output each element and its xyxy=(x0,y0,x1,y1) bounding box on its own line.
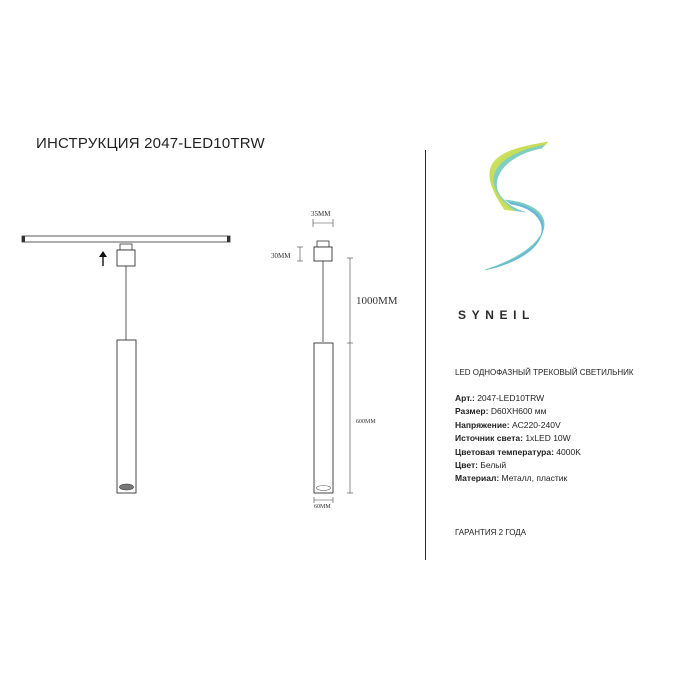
track-end-cap-right xyxy=(227,236,230,242)
spec-key: Цветовая температура: xyxy=(455,446,554,457)
arrow-up-icon xyxy=(99,251,107,266)
logo-stroke xyxy=(493,204,542,268)
product-type: LED ОДНОФАЗНЫЙ ТРЕКОВЫЙ СВЕТИЛЬНИК xyxy=(455,368,634,377)
document-title: ИНСТРУКЦИЯ 2047-LED10TRW xyxy=(36,135,265,152)
body-length-label: 600MM xyxy=(356,419,376,425)
spec-value: 4000K xyxy=(553,446,581,457)
spec-value: 1xLED 10W xyxy=(522,433,571,444)
spec-key: Арт.: xyxy=(455,393,475,403)
connector-width-label: 35MM xyxy=(311,210,331,218)
spec-row xyxy=(455,459,581,472)
lamp-body-right xyxy=(314,343,333,493)
dimension-view xyxy=(271,210,398,510)
spec-row xyxy=(455,392,581,405)
adapter-top-right xyxy=(317,241,329,247)
track-rail xyxy=(22,236,230,242)
spec-key: Материал: xyxy=(455,473,500,484)
track-adapter xyxy=(117,250,135,266)
track-end-cap xyxy=(22,236,25,242)
connector-height-label: 30MM xyxy=(271,252,291,260)
spec-row xyxy=(455,405,581,418)
spec-value: AC220-240V xyxy=(509,419,561,430)
spec-row xyxy=(455,472,581,485)
vertical-divider xyxy=(425,150,426,560)
lamp-lens xyxy=(120,484,134,490)
spec-value: Белый xyxy=(477,460,507,471)
body-diameter-label: 60MM xyxy=(314,504,331,510)
spec-row xyxy=(455,419,581,432)
spec-key: Размер: xyxy=(455,406,489,417)
lamp-body xyxy=(117,340,136,493)
logo-stroke xyxy=(493,204,542,268)
adapter-top xyxy=(120,244,132,250)
spec-value: Металл, пластик xyxy=(499,473,568,484)
warranty-text: ГАРАНТИЯ 2 ГОДА xyxy=(455,528,527,537)
spec-value: 2047-LED10TRW xyxy=(474,393,545,403)
spec-key: Цвет: xyxy=(455,460,478,471)
lamp-lens-right xyxy=(317,486,331,491)
spec-key: Напряжение: xyxy=(455,419,510,430)
brand-name: SYNEIL xyxy=(458,308,535,322)
spec-row xyxy=(455,432,581,445)
installation-view xyxy=(22,236,230,493)
syneil-logo-icon xyxy=(485,142,548,270)
spec-value: D60XH600 мм xyxy=(488,406,547,417)
cable-length-label: 1000MM xyxy=(356,295,398,307)
spec-row xyxy=(455,446,581,459)
spec-key: Источник света: xyxy=(455,433,523,444)
spec-list xyxy=(455,392,581,486)
track-adapter-right xyxy=(314,247,332,261)
